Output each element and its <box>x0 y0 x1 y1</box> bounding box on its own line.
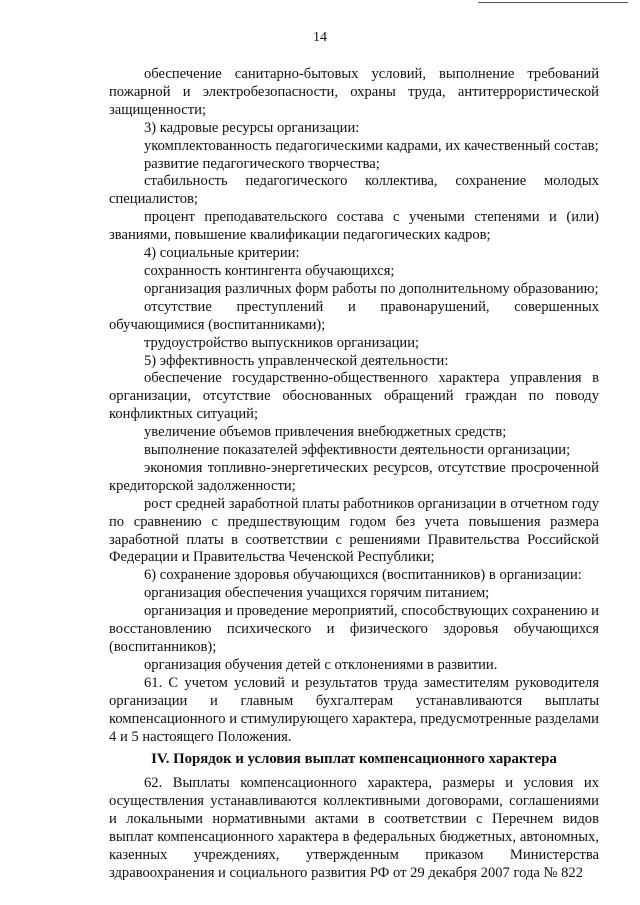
paragraph: трудоустройство выпускников организации; <box>144 334 420 351</box>
paragraph: увеличение объемов привлечения внебюджетных средств; <box>144 424 507 441</box>
paragraph: организация различных форм работы по дополнительному образованию; <box>144 280 599 297</box>
paragraph: обеспечение санитарно-бытовых условий, выполнение требований пожарной и электробезопасности, охраны труда, антитеррористической защищенности; <box>109 66 599 118</box>
top-rule <box>478 2 628 3</box>
document-body <box>109 66 599 883</box>
paragraph: обеспечение государственно-общественного характера управления в организации, отсутствие обоснованных обращений граждан по поводу конфликтных ситуаций; <box>109 370 599 423</box>
page-number: 14 <box>313 30 327 45</box>
paragraph: 6) сохранение здоровья обучающихся (воспитанников) в организации: <box>144 567 582 584</box>
section-heading: IV. Порядок и условия выплат компенсационного характера <box>151 751 557 768</box>
paragraph: сохранность контингента обучающихся; <box>144 262 395 279</box>
paragraph: отсутствие преступлений и правонарушений, совершенных обучающимися (воспитанниками); <box>109 298 599 333</box>
paragraphs-after <box>109 775 599 882</box>
paragraph: 62. Выплаты компенсационного характера, размеры и условия их осуществления устанавливаются коллективными договорами, соглашениями и локальными нормативными актами в соответствии с Перечнем видов выплат компенсационного характера в федеральных бюджетных, автономных, казенных учреждениях, утвержденным приказом Министерства здравоохранения и социального развития РФ от 29 декабря 2007 года № 822 <box>109 775 599 881</box>
paragraph: организация обучения детей с отклонениями в развитии. <box>144 656 498 673</box>
paragraph: экономия топливно-энергетических ресурсов, отсутствие просроченной кредиторской задолженности; <box>109 459 599 494</box>
paragraph: процент преподавательского состава с учеными степенями и (или) званиями, повышение квалификации педагогических кадров; <box>109 209 599 244</box>
paragraph: организация обеспечения учащихся горячим питанием; <box>144 585 490 602</box>
paragraph: 5) эффективность управленческой деятельности: <box>144 352 449 369</box>
paragraph: стабильность педагогического коллектива, сохранение молодых специалистов; <box>109 173 599 208</box>
paragraph: 3) кадровые ресурсы организации: <box>144 119 360 136</box>
paragraph: 61. С учетом условий и результатов труда заместителям руководителя организации и главным бухгалтерам устанавливаются выплаты компенсационного и стимулирующего характера, предусмотренные разделами 4 и 5 настоящего Положения. <box>109 674 599 745</box>
paragraph: 4) социальные критерии: <box>144 245 300 262</box>
paragraph: организация и проведение мероприятий, способствующих сохранению и восстановлению психического и физического здоровья обучающихся (воспитанников); <box>109 603 599 655</box>
paragraph: развитие педагогического творчества; <box>144 155 380 172</box>
paragraphs-before <box>109 66 599 746</box>
paragraph: укомплектованность педагогическими кадрами, их качественный состав; <box>144 137 599 154</box>
paragraph: выполнение показателей эффективности деятельности организации; <box>144 442 571 459</box>
paragraph: рост средней заработной платы работников организации в отчетном году по сравнению с предшествующим годом без учета повышения размера заработной платы в соответствии с решениями Правительства Российской Федерации и Правительства Чеченской Республики; <box>109 495 599 566</box>
